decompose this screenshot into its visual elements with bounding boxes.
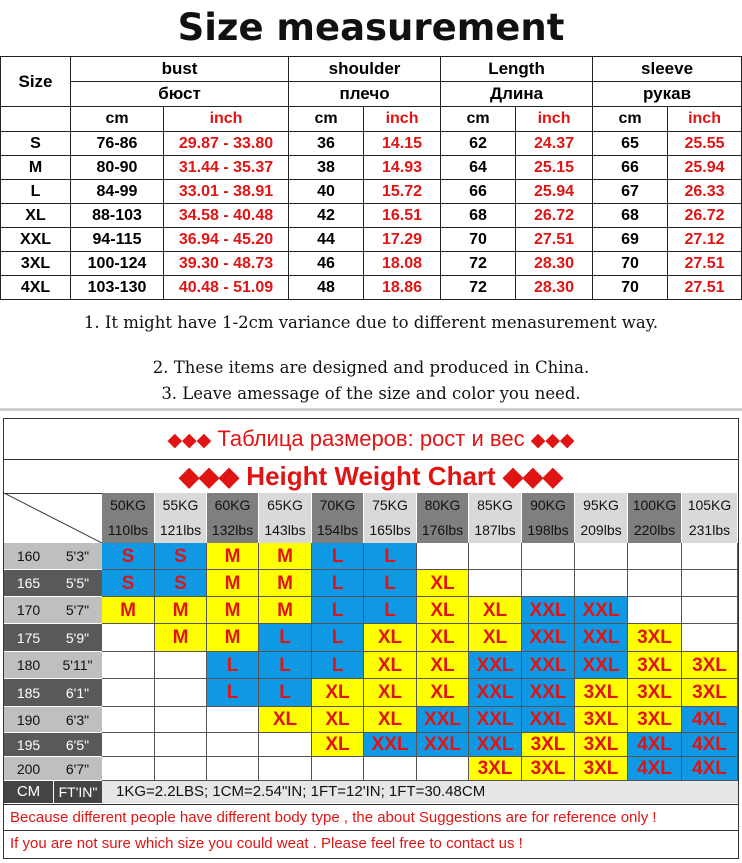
unit-cm: cm [441, 107, 516, 132]
size-recommendation-cell: 3XL [575, 757, 628, 781]
size-recommendation-cell: XL [312, 679, 364, 707]
size-recommendation-cell [682, 543, 738, 570]
measurement-cell: 25.55 [668, 132, 742, 156]
diamonds-left: ◆◆◆ [179, 461, 240, 491]
measurement-cell: 26.33 [668, 180, 742, 204]
measurement-cell: 26.72 [516, 204, 593, 228]
size-recommendation-cell: XXL [417, 733, 469, 757]
size-recommendation-cell: L [312, 570, 364, 597]
weight-kg-header: 60KG [207, 493, 259, 517]
size-recommendation-cell: M [207, 543, 259, 570]
size-recommendation-cell: XXL [522, 679, 575, 707]
size-recommendation-cell: L [259, 652, 312, 679]
size-recommendation-cell: 4XL [682, 707, 738, 733]
size-recommendation-cell [259, 733, 312, 757]
chart-title-en [4, 459, 738, 494]
measurement-cell: 68 [441, 204, 516, 228]
size-recommendation-cell [364, 757, 417, 781]
section-divider [0, 408, 742, 411]
size-recommendation-cell: M [155, 624, 207, 652]
height-cm-header: 160 [4, 543, 53, 570]
size-recommendation-cell: XL [417, 679, 469, 707]
size-row [1, 228, 742, 252]
size-recommendation-cell [102, 624, 155, 652]
measurement-cell: 70 [593, 252, 668, 276]
size-recommendation-cell: L [207, 679, 259, 707]
measurement-cell: 68 [593, 204, 668, 228]
size-recommendation-cell: XXL [469, 652, 522, 679]
measurement-cell: 72 [441, 276, 516, 300]
size-recommendation-cell [682, 597, 738, 624]
chart-corner [4, 493, 103, 543]
size-recommendation-cell [312, 757, 364, 781]
size-measurement-table [0, 56, 742, 300]
size-row [1, 276, 742, 300]
size-recommendation-cell: XL [312, 733, 364, 757]
size-recommendation-cell: S [155, 570, 207, 597]
weight-lbs-header: 110lbs [102, 517, 155, 543]
size-label: S [1, 132, 71, 156]
measurement-cell: 28.30 [516, 252, 593, 276]
height-cm-header: 195 [4, 733, 53, 757]
size-recommendation-cell: S [102, 543, 155, 570]
weight-kg-header: 80KG [417, 493, 469, 517]
size-recommendation-cell: 3XL [628, 652, 682, 679]
length-header-ru: Длина [441, 82, 593, 107]
measurement-cell: 17.29 [364, 228, 441, 252]
size-recommendation-cell: L [364, 570, 417, 597]
size-recommendation-cell: M [207, 570, 259, 597]
measurement-cell: 42 [289, 204, 364, 228]
size-recommendation-cell: 3XL [682, 679, 738, 707]
size-recommendation-cell [102, 679, 155, 707]
size-recommendation-cell: 4XL [682, 757, 738, 781]
unit-blank [1, 107, 71, 132]
measurement-cell: 88-103 [71, 204, 164, 228]
size-row [1, 252, 742, 276]
measurement-cell: 16.51 [364, 204, 441, 228]
size-recommendation-cell [682, 624, 738, 652]
size-column-header: Size [1, 57, 71, 107]
size-recommendation-cell: XL [364, 679, 417, 707]
size-recommendation-cell: 3XL [682, 652, 738, 679]
size-recommendation-cell: 4XL [628, 733, 682, 757]
diamonds-left: ◆◆◆ [167, 430, 212, 451]
weight-lbs-header: 143lbs [259, 517, 312, 543]
size-recommendation-cell: M [259, 570, 312, 597]
measurement-cell: 34.58 - 40.48 [164, 204, 289, 228]
size-recommendation-cell: XXL [522, 652, 575, 679]
measurement-cell: 70 [441, 228, 516, 252]
height-ft-header: 6'1" [53, 679, 102, 707]
measurement-cell: 25.15 [516, 156, 593, 180]
height-ft-header: 5'3" [53, 543, 102, 570]
size-recommendation-cell: XL [469, 597, 522, 624]
height-cm-header: 165 [4, 570, 53, 597]
size-recommendation-cell [628, 597, 682, 624]
unit-inch: inch [164, 107, 289, 132]
height-ft-header: 5'9" [53, 624, 102, 652]
size-label: M [1, 156, 71, 180]
size-recommendation-cell [522, 543, 575, 570]
height-weight-chart [3, 418, 739, 859]
measurement-cell: 14.15 [364, 132, 441, 156]
size-recommendation-cell: 4XL [628, 757, 682, 781]
diamonds-right: ◆◆◆ [530, 430, 575, 451]
unit-cm: cm [593, 107, 668, 132]
size-label: 4XL [1, 276, 71, 300]
weight-kg-header: 90KG [522, 493, 575, 517]
size-recommendation-cell: 3XL [575, 733, 628, 757]
measurement-cell: 27.51 [668, 276, 742, 300]
weight-lbs-header: 176lbs [417, 517, 469, 543]
size-recommendation-cell: XXL [469, 679, 522, 707]
size-recommendation-cell [628, 543, 682, 570]
size-recommendation-cell [207, 707, 259, 733]
measurement-cell: 24.37 [516, 132, 593, 156]
measurement-cell: 36.94 - 45.20 [164, 228, 289, 252]
size-recommendation-cell: L [312, 624, 364, 652]
measurement-cell: 66 [593, 156, 668, 180]
size-label: L [1, 180, 71, 204]
measurement-cell: 94-115 [71, 228, 164, 252]
weight-kg-header: 95KG [575, 493, 628, 517]
size-label: 3XL [1, 252, 71, 276]
sleeve-header: sleeve [593, 57, 742, 82]
weight-kg-header: 85KG [469, 493, 522, 517]
size-recommendation-cell [155, 679, 207, 707]
size-recommendation-cell: XL [417, 652, 469, 679]
size-recommendation-cell [155, 652, 207, 679]
size-recommendation-cell: M [102, 597, 155, 624]
diamonds-right: ◆◆◆ [502, 461, 563, 491]
size-recommendation-cell: XL [364, 652, 417, 679]
size-recommendation-cell [102, 757, 155, 781]
height-cm-header: 180 [4, 652, 53, 679]
size-row [1, 180, 742, 204]
conversion-note: 1KG=2.2LBS; 1CM=2.54"IN; 1FT=12'IN; 1FT=30.48CM [102, 781, 738, 803]
weight-kg-header: 70KG [312, 493, 364, 517]
measurement-cell: 84-99 [71, 180, 164, 204]
weight-kg-header: 50KG [102, 493, 155, 517]
size-row [1, 132, 742, 156]
measurement-cell: 18.86 [364, 276, 441, 300]
weight-lbs-header: 209lbs [575, 517, 628, 543]
size-label: XXL [1, 228, 71, 252]
size-recommendation-cell: XXL [417, 707, 469, 733]
measurement-cell: 76-86 [71, 132, 164, 156]
size-recommendation-cell: 3XL [628, 679, 682, 707]
measurement-cell: 27.12 [668, 228, 742, 252]
size-recommendation-cell: XL [469, 624, 522, 652]
height-ft-header: 6'7" [53, 757, 102, 781]
size-recommendation-cell [155, 757, 207, 781]
measurement-cell: 65 [593, 132, 668, 156]
size-recommendation-cell: L [312, 543, 364, 570]
height-ft-header: 6'5" [53, 733, 102, 757]
weight-kg-header: 105KG [682, 493, 738, 517]
size-row [1, 204, 742, 228]
measurement-cell: 103-130 [71, 276, 164, 300]
measurement-cell: 25.94 [668, 156, 742, 180]
measurement-cell: 72 [441, 252, 516, 276]
size-recommendation-cell: L [259, 624, 312, 652]
size-recommendation-cell: S [155, 543, 207, 570]
size-recommendation-cell: XL [312, 707, 364, 733]
bust-header-ru: бюст [71, 82, 289, 107]
size-recommendation-cell: L [312, 652, 364, 679]
note-1: 1. It might have 1-2cm variance due to different menasurement way. [83, 313, 659, 332]
size-recommendation-cell [207, 757, 259, 781]
size-recommendation-cell [417, 757, 469, 781]
note-2: 2. These items are designed and produced in China. [152, 358, 590, 377]
size-recommendation-cell: XXL [575, 624, 628, 652]
height-cm-header: 200 [4, 757, 53, 781]
height-cm-header: 170 [4, 597, 53, 624]
size-recommendation-cell: 3XL [522, 757, 575, 781]
measurement-cell: 26.72 [668, 204, 742, 228]
measurement-cell: 44 [289, 228, 364, 252]
size-recommendation-cell: XL [259, 707, 312, 733]
size-recommendation-cell: XXL [469, 733, 522, 757]
size-recommendation-cell: M [207, 597, 259, 624]
measurement-cell: 25.94 [516, 180, 593, 204]
suggestion-note-1: Because different people have different body type , the about Suggestions are for reference only ! [4, 804, 738, 830]
unit-inch: inch [364, 107, 441, 132]
height-ft-header: 5'7" [53, 597, 102, 624]
suggestion-note-2: If you are not sure which size you could weat . Please feel free to contact us ! [4, 830, 738, 856]
size-recommendation-cell [102, 652, 155, 679]
size-recommendation-cell: S [102, 570, 155, 597]
size-recommendation-cell: 3XL [522, 733, 575, 757]
measurement-cell: 67 [593, 180, 668, 204]
measurement-cell: 40.48 - 51.09 [164, 276, 289, 300]
size-recommendation-cell: XXL [522, 597, 575, 624]
bust-header: bust [71, 57, 289, 82]
unit-inch: inch [516, 107, 593, 132]
measurement-cell: 36 [289, 132, 364, 156]
size-recommendation-cell [417, 543, 469, 570]
measurement-cell: 31.44 - 35.37 [164, 156, 289, 180]
chart-title-ru [4, 419, 738, 460]
measurement-cell: 40 [289, 180, 364, 204]
measurement-cell: 14.93 [364, 156, 441, 180]
size-recommendation-cell: 3XL [575, 679, 628, 707]
measurement-cell: 64 [441, 156, 516, 180]
measurement-cell: 18.08 [364, 252, 441, 276]
size-recommendation-cell: L [364, 543, 417, 570]
unit-cm: cm [289, 107, 364, 132]
measurement-cell: 27.51 [516, 228, 593, 252]
weight-kg-header: 55KG [155, 493, 207, 517]
measurement-cell: 15.72 [364, 180, 441, 204]
size-recommendation-cell [155, 707, 207, 733]
size-recommendation-cell [155, 733, 207, 757]
size-recommendation-cell [682, 570, 738, 597]
size-recommendation-cell [628, 570, 682, 597]
size-recommendation-cell: L [207, 652, 259, 679]
height-ft-header: 5'11" [53, 652, 102, 679]
length-header: Length [441, 57, 593, 82]
measurement-cell: 27.51 [668, 252, 742, 276]
size-label: XL [1, 204, 71, 228]
size-recommendation-cell [522, 570, 575, 597]
measurement-cell: 29.87 - 33.80 [164, 132, 289, 156]
size-recommendation-cell [259, 757, 312, 781]
size-recommendation-cell: XXL [522, 624, 575, 652]
weight-lbs-header: 220lbs [628, 517, 682, 543]
size-recommendation-cell: XL [417, 624, 469, 652]
weight-lbs-header: 231lbs [682, 517, 738, 543]
size-recommendation-cell [469, 570, 522, 597]
weight-kg-header: 75KG [364, 493, 417, 517]
measurement-cell: 80-90 [71, 156, 164, 180]
size-recommendation-cell: XL [417, 597, 469, 624]
size-recommendation-cell: 3XL [469, 757, 522, 781]
measurement-cell: 62 [441, 132, 516, 156]
measurement-cell: 48 [289, 276, 364, 300]
note-3: 3. Leave amessage of the size and color you need. [161, 384, 581, 403]
unit-cm: cm [71, 107, 164, 132]
page-title: Size measurement [177, 6, 565, 49]
size-recommendation-cell: 3XL [575, 707, 628, 733]
footer-ft-label: FT'IN" [53, 781, 102, 803]
weight-lbs-header: 187lbs [469, 517, 522, 543]
unit-inch: inch [668, 107, 742, 132]
weight-kg-header: 65KG [259, 493, 312, 517]
size-recommendation-cell [102, 733, 155, 757]
weight-lbs-header: 132lbs [207, 517, 259, 543]
height-ft-header: 6'3" [53, 707, 102, 733]
weight-lbs-header: 121lbs [155, 517, 207, 543]
size-recommendation-cell: M [155, 597, 207, 624]
weight-lbs-header: 198lbs [522, 517, 575, 543]
measurement-cell: 100-124 [71, 252, 164, 276]
height-ft-header: 5'5" [53, 570, 102, 597]
size-recommendation-cell: XL [364, 624, 417, 652]
size-recommendation-cell: M [259, 543, 312, 570]
size-recommendation-cell: 3XL [628, 707, 682, 733]
size-recommendation-cell: XXL [575, 597, 628, 624]
size-recommendation-cell: 3XL [628, 624, 682, 652]
shoulder-header: shoulder [289, 57, 441, 82]
chart-title-en-text: Height Weight Chart [246, 461, 496, 491]
sleeve-header-ru: рукав [593, 82, 742, 107]
weight-lbs-header: 154lbs [312, 517, 364, 543]
size-recommendation-cell: L [312, 597, 364, 624]
weight-lbs-header: 165lbs [364, 517, 417, 543]
size-row [1, 156, 742, 180]
shoulder-header-ru: плечо [289, 82, 441, 107]
size-recommendation-cell: XXL [364, 733, 417, 757]
weight-kg-header: 100KG [628, 493, 682, 517]
height-cm-header: 185 [4, 679, 53, 707]
size-recommendation-cell: XXL [522, 707, 575, 733]
size-recommendation-cell: M [207, 624, 259, 652]
size-recommendation-cell [102, 707, 155, 733]
size-recommendation-cell: 4XL [682, 733, 738, 757]
measurement-cell: 33.01 - 38.91 [164, 180, 289, 204]
size-recommendation-cell [575, 543, 628, 570]
measurement-cell: 28.30 [516, 276, 593, 300]
size-recommendation-cell: M [259, 597, 312, 624]
size-recommendation-cell: XL [417, 570, 469, 597]
size-recommendation-cell: XXL [469, 707, 522, 733]
size-recommendation-cell [207, 733, 259, 757]
measurement-cell: 39.30 - 48.73 [164, 252, 289, 276]
size-recommendation-cell: L [259, 679, 312, 707]
measurement-cell: 66 [441, 180, 516, 204]
size-recommendation-cell [469, 543, 522, 570]
size-recommendation-cell [575, 570, 628, 597]
size-recommendation-cell: XXL [575, 652, 628, 679]
chart-title-ru-text: Таблица размеров: рост и вес [217, 426, 525, 451]
size-recommendation-cell: L [364, 597, 417, 624]
corner-diagonal [4, 493, 102, 543]
size-recommendation-cell: XL [364, 707, 417, 733]
notes [0, 306, 742, 406]
measurement-cell: 69 [593, 228, 668, 252]
measurement-cell: 46 [289, 252, 364, 276]
height-cm-header: 190 [4, 707, 53, 733]
measurement-cell: 38 [289, 156, 364, 180]
footer-cm-label: CM [4, 781, 53, 803]
measurement-cell: 70 [593, 276, 668, 300]
height-cm-header: 175 [4, 624, 53, 652]
